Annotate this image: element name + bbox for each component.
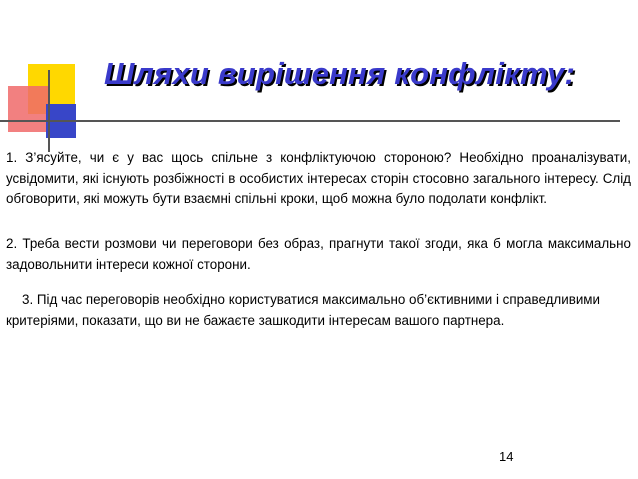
title-underline-rule: [0, 120, 620, 122]
paragraph-1: 1. З’ясуйте, чи є у вас щось спільне з конфліктуючою стороною? Необхідно проаналізувати, усвідомити, які існують розбіжності в особистих інтересах сторін стосовно загального інтересу. Слід обговорити, які можуть бути взаємні спільні кроки, щоб можна було подолати конфлікт.: [6, 150, 631, 206]
decor-vertical-rule: [48, 70, 50, 152]
decor-red-square: [8, 86, 48, 132]
paragraph-3: 3. Під час переговорів необхідно користуватися максимально об’єктивними і справедливими критеріями, показати, що ви не бажаєте зашкодити інтересам вашого партнера.: [6, 292, 600, 328]
slide-title: Шляхи вирішення конфлікту:: [104, 56, 575, 91]
paragraph-2: 2. Треба вести розмови чи переговори без образ, прагнути такої згоди, яка б могла максимально задовольнити інтереси кожної сторони.: [6, 236, 631, 272]
page-number: 14: [499, 449, 514, 464]
